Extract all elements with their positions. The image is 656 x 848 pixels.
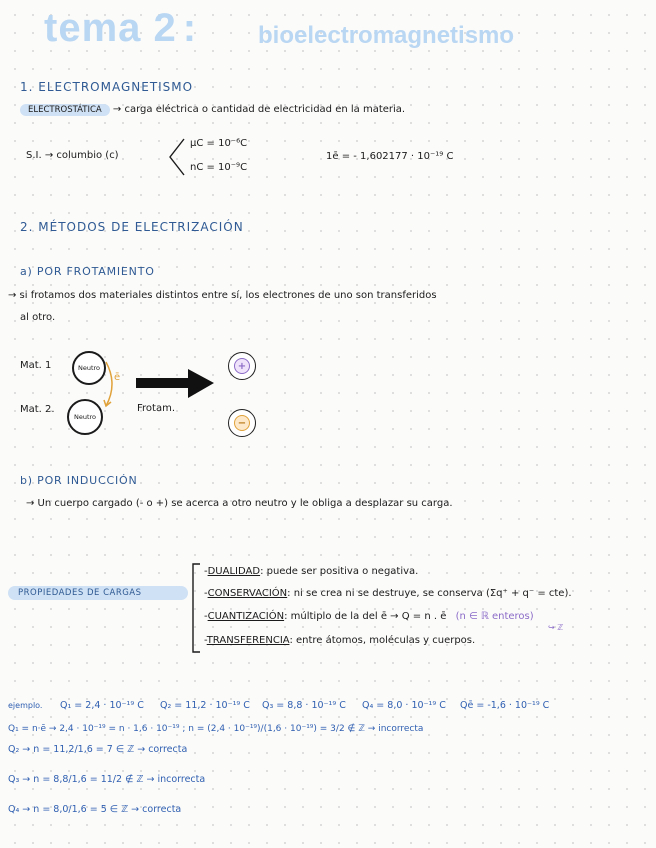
electrostatica-label: ELECTROSTÁTICA — [20, 104, 110, 116]
property-conservacion: -CONSERVACIÓN: ni se crea ni se destruye, se conserva (Σq⁺ + q⁻ = cte). — [204, 588, 572, 599]
properties-bracket — [188, 562, 202, 654]
electrostatica-text: → carga eléctrica o cantidad de electricidad en la materia. — [112, 104, 406, 115]
page-subtitle: bioelectromagnetismo — [258, 22, 515, 49]
right-arrow-icon — [134, 367, 216, 401]
example-line-4: Q₄ → n = 8,0/1,6 = 5 ∈ ℤ → correcta — [8, 804, 182, 815]
brace-symbol — [166, 136, 186, 178]
charge-q2: Q₂ = 11,2 · 10⁻¹⁹ C — [160, 700, 250, 711]
induccion-text: → Un cuerpo cargado (- o +) se acerca a otro neutro y le obliga a desplazar su carga. — [26, 498, 453, 509]
material-1-label: Mat. 1 — [20, 360, 52, 371]
electron-charge-example: Qē = -1,6 · 10⁻¹⁹ C — [460, 700, 550, 711]
microcoulomb-text: µC = 10⁻⁶C — [190, 138, 248, 149]
example-label: ejemplo. — [8, 701, 43, 710]
electron-symbol: ē — [114, 372, 121, 383]
charge-q3: Q₃ = 8,8 · 10⁻¹⁹ C — [262, 700, 346, 711]
induccion-heading: b) POR INDUCCIÓN — [20, 474, 138, 487]
charge-q4: Q₄ = 8,0 · 10⁻¹⁹ C — [362, 700, 446, 711]
electron-charge-text: 1ē = - 1,602177 · 10⁻¹⁹ C — [326, 151, 454, 162]
negative-charge-icon: − — [228, 409, 256, 437]
property-cuantizacion: -CUANTIZACIÓN: múltiplo de la del ē → Q = n . ē (n ∈ ℝ enteros) — [204, 611, 534, 622]
material-2-label: Mat. 2. — [20, 404, 55, 415]
example-line-1: Q₁ = n·ē → 2,4 · 10⁻¹⁹ = n · 1,6 · 10⁻¹⁹ ; n = (2,4 · 10⁻¹⁹)/(1,6 · 10⁻¹⁹) = 3/2 ∉ ℤ → incorrecta — [8, 724, 424, 734]
electron-transfer-arrow — [102, 360, 122, 410]
charge-q1: Q₁ = 2,4 · 10⁻¹⁹ C — [60, 700, 144, 711]
frotamiento-text-1: → si frotamos dos materiales distintos entre sí, los electrones de uno son transferidos — [8, 290, 437, 301]
example-line-2: Q₂ → n = 11,2/1,6 = 7 ∈ ℤ → correcta — [8, 744, 188, 755]
neutral-material-2: Neutro — [67, 399, 103, 435]
properties-label: PROPIEDADES DE CARGAS — [8, 586, 188, 600]
frotamiento-caption: Frotam. — [137, 403, 176, 414]
si-unit-text: S.I. → columbio (c) — [26, 150, 119, 161]
electrostatica-line — [20, 104, 405, 115]
positive-charge-icon: + — [228, 352, 256, 380]
property-transferencia: -TRANSFERENCIA: entre átomos, moléculas y cuerpos. — [204, 635, 476, 646]
nanocoulomb-text: nC = 10⁻⁹C — [190, 162, 248, 173]
frotamiento-text-2: al otro. — [20, 312, 56, 323]
section-1-heading: 1. ELECTROMAGNETISMO — [20, 80, 194, 94]
neutral-material-1: Neutro — [72, 351, 106, 385]
section-2-heading: 2. MÉTODOS DE ELECTRIZACIÓN — [20, 220, 244, 234]
example-line-3: Q₃ → n = 8,8/1,6 = 11/2 ∉ ℤ → incorrecta — [8, 774, 206, 785]
page-title: tema 2 : — [44, 6, 198, 50]
property-dualidad: -DUALIDAD: puede ser positiva o negativa. — [204, 566, 419, 577]
frotamiento-heading: a) POR FROTAMIENTO — [20, 265, 155, 278]
integer-note: ↪ ℤ — [548, 623, 564, 632]
